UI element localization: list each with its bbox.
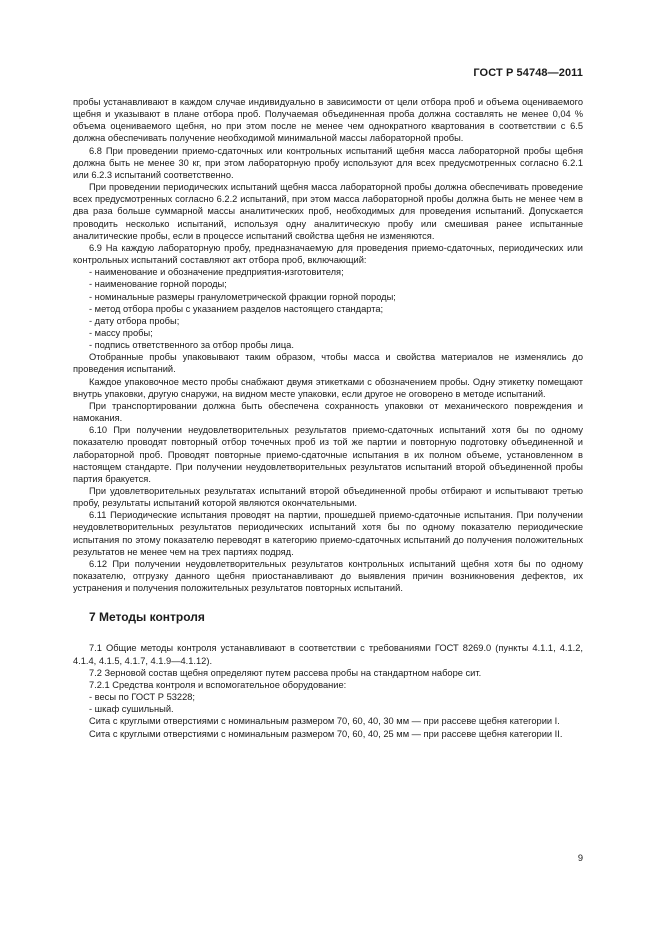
list-item: - весы по ГОСТ Р 53228;	[89, 692, 196, 703]
page-body	[73, 96, 583, 740]
paragraph-6-11: 6.11 Периодические испытания проводят на партии, прошедшей приемо-сдаточные испытания. При получении неудовлетворительных результатов периодических испытаний хотя бы по одному показателю периодические испытания по этому показателю переводят в категорию приемо-сдаточных испытаний до получения положительных результатов не менее чем на трех партиях подряд.	[73, 510, 583, 557]
paragraph-7-2-1: 7.2.1 Средства контроля и вспомогательное оборудование:	[89, 679, 347, 690]
paragraph-periodic-tests: При проведении периодических испытаний щебня масса лабораторной пробы должна обеспечивать проведение всех предусмотренных согласно 6.2.2 испытаний, при этом масса лабораторной пробы должна быть не менее чем в два раза больше суммарной массы аналитических проб, необходимых для проведения испытаний. Допускается проводить несколько испытаний, используя одну аналитическую пробу или смешивая ранее испытанные аналитические пробы, если в процессе испытаний свойства щебня не изменяются.	[73, 182, 583, 241]
paragraph-transport: При транспортировании должна быть обеспечена сохранность упаковки от механического повреждения и намокания.	[73, 400, 583, 424]
list-item: - массу пробы;	[89, 327, 153, 338]
list-item: - наименование и обозначение предприятия-изготовителя;	[89, 267, 344, 278]
page-number: 9	[577, 853, 583, 863]
paragraph-6-8: 6.8 При проведении приемо-сдаточных или контрольных испытаний щебня масса лабораторной пробы щебня должна быть не менее 30 кг, при этом лабораторную пробу используют для всех предусмотренных согласно 6.2.1 или 6.2.3 испытаний соответственно.	[73, 145, 583, 180]
paragraph-sieves-category-1: Сита с круглыми отверстиями с номинальным размером 70, 60, 40, 30 мм — при рассеве щебня категории I.	[89, 716, 560, 727]
list-item: - шкаф сушильный.	[89, 704, 174, 715]
list-item: - подпись ответственного за отбор пробы лица.	[89, 340, 294, 351]
paragraph-6-7-continued: пробы устанавливают в каждом случае индивидуально в зависимости от цели отбора проб и объема оцениваемого щебня и указывают в плане отбора проб. Получаемая объединенная проба должна составлять не менее 0,04 % объема оцениваемого щебня, но при этом после не менее чем однократного квартования в соответствии с 6.5 должна обеспечивать получение необходимой минимальной массы лабораторной пробы.	[73, 97, 583, 144]
section-7-heading: 7 Методы контроля	[89, 610, 205, 625]
document-header-code: ГОСТ Р 54748—2011	[473, 67, 583, 79]
paragraph-sieves-category-2: Сита с круглыми отверстиями с номинальным размером 70, 60, 40, 25 мм — при рассеве щебня категории II.	[89, 728, 563, 739]
paragraph-6-9: 6.9 На каждую лабораторную пробу, предназначаемую для проведения приемо-сдаточных, периодических или контрольных испытаний составляют акт отбора проб, включающий:	[73, 242, 583, 266]
list-item: - дату отбора пробы;	[89, 315, 180, 326]
paragraph-packing: Отобранные пробы упаковывают таким образом, чтобы масса и свойства материалов не изменялись до проведения испытаний.	[73, 352, 583, 375]
paragraph-6-12: 6.12 При получении неудовлетворительных результатов контрольных испытаний щебня хотя бы по одному показателю, отгрузку данного щебня приостанавливают до выявления причин возникновения дефектов, их устранения и получения положительных результатов повторных испытаний.	[73, 558, 583, 594]
paragraph-third-sample: При удовлетворительных результатах испытаний второй объединенной пробы отбирают и испытывают третью пробу, результаты испытаний которой являются окончательными.	[73, 486, 583, 509]
paragraph-6-10: 6.10 При получении неудовлетворительных результатов приемо-сдаточных испытаний хотя бы по одному показателю проводят повторный отбор точечных проб из той же партии и повторную подготовку объединенной и лабораторной проб. Проводят повторные приемо-сдаточные испытания в их полном объеме, установленном в настоящем стандарте. При получении неудовлетворительных результатов испытаний второй объединенной пробы партия бракуется.	[73, 425, 583, 484]
list-item: - метод отбора пробы с указанием разделов настоящего стандарта;	[89, 303, 384, 314]
paragraph-7-1: 7.1 Общие методы контроля устанавливают в соответствии с требованиями ГОСТ 8269.0 (пункты 4.1.1, 4.1.2, 4.1.4, 4.1.5, 4.1.7, 4.1.9—4.1.12).	[73, 643, 583, 666]
paragraph-labels: Каждое упаковочное место пробы снабжают двумя этикетками с обозначением пробы. Одну этикетку помещают внутрь упаковки, другую снаружи, на видном месте упаковки, если другое не оговорено в методе испытаний.	[73, 376, 583, 399]
list-item: - наименование горной породы;	[89, 279, 227, 290]
paragraph-7-2: 7.2 Зерновой состав щебня определяют путем рассева пробы на стандартном наборе сит.	[89, 667, 482, 678]
list-item: - номинальные размеры гранулометрической фракции горной породы;	[89, 291, 396, 302]
